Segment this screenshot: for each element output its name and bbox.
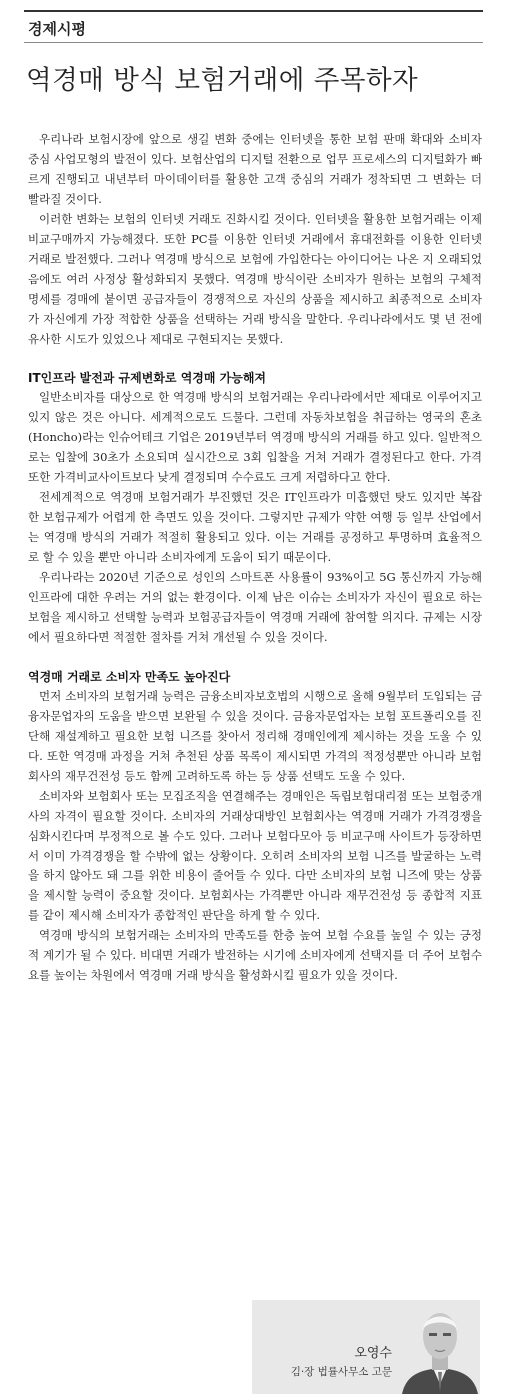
paragraph: 일반소비자를 대상으로 한 역경매 방식의 보험거래는 우리나라에서만 제대로 이루어지고 있지 않은 것은 아니다. 세계적으로도 드물다. 그런데 자동차보험을 취급하는 영국의 혼초(Honcho)라는 인슈어테크 기업은 2019년부터 역경매 방식의 거래를 하고 있다. 일반적으로는 입찰에 30초가 소요되며 실시간으로 3회 입찰을 거쳐 거래가 결정된다고 한다. 가격 또한 가격비교사이트보다 낮게 결정되며 수수료도 크게 저렴하다고 한다. <box>28 390 482 485</box>
paragraph: 소비자와 보험회사 또는 모집조직을 연결해주는 경매인은 독립보험대리점 또는 보험중개사의 자격이 필요할 것이다. 소비자의 거래상대방인 보험회사는 역경매 거래가 가격경쟁을 심화시킨다며 부정적으로 볼 수도 있다. 그러나 보험다모아 등 비교구매 사이트가 등장하면서 이미 가격경쟁을 할 수밖에 없는 상황이다. 오히려 소비자의 보험 니즈를 발굴하는 노력을 하지 않아도 돼 그를 위한 비용이 줄어들 수 있다. 다만 소비자의 보험 니즈에 맞는 상품을 제시할 능력이 중요할 것이다. 보험회사는 가격뿐만 아니라 재무건전성 등 종합적 지표를 같이 제시해 소비자가 종합적인 판단을 하게 할 수 있다. <box>28 788 482 923</box>
paragraph: 이러한 변화는 보험의 인터넷 거래도 진화시킬 것이다. 인터넷을 활용한 보험거래는 이제 비교구매까지 가능해졌다. 또한 PC를 이용한 인터넷 거래에서 휴대전화를 이용한 인터넷 거래로 발전했다. 그러나 역경매 방식으로 보험에 가입한다는 아이디어는 나온 지 오래되었음에도 여러 사정상 활성화되지 못했다. 역경매 방식이란 소비자가 원하는 보험의 구체적 명세를 경매에 붙이면 공급자들이 경쟁적으로 자신의 상품을 제시하고 최종적으로 소비자가 자신에게 가장 적합한 상품을 선택하는 거래 방식을 말한다. 우리나라에서도 몇 년 전에 유사한 시도가 있었으나 제대로 구현되지는 못했다. <box>28 211 482 346</box>
article-body <box>28 130 482 986</box>
subheading: IT인프라 발전과 규제변화로 역경매 가능해져 <box>28 371 267 386</box>
paragraph: 전세계적으로 역경매 보험거래가 부진했던 것은 IT인프라가 미흡했던 탓도 있지만 복잡한 보험규제가 어렵게 한 측면도 있을 것이다. 그렇지만 규제가 약한 여행 등 일부 산업에서는 역경매 방식의 거래가 적절히 활용되고 있다. 이는 거래를 공정하고 투명하며 효율적으로 할 수 있을 뿐만 아니라 소비자에게 도움이 되기 때문이다. <box>28 490 482 565</box>
paragraph: 역경매 방식의 보험거래는 소비자의 만족도를 한층 높여 보험 수요를 높일 수 있는 긍정적 계기가 될 수 있다. 비대면 거래가 발전하는 시기에 소비자에게 선택지를 더 주어 보험수요를 높이는 차원에서 역경매 거래 방식을 활성화시킬 필요가 있을 것이다. <box>28 928 482 983</box>
author-photo <box>400 1300 480 1394</box>
section-label: 경제시평 <box>28 20 86 38</box>
author-name: 오영수 <box>354 1346 392 1361</box>
subheading: 역경매 거래로 소비자 만족도 높아진다 <box>28 669 231 684</box>
author-title: 김·장 법률사무소 고문 <box>290 1366 392 1378</box>
paragraph: 우리나라는 2020년 기준으로 성인의 스마트폰 사용률이 93%이고 5G 통신까지 가능해 인프라에 대한 우려는 거의 없는 환경이다. 이제 남은 이슈는 소비자가 자신이 필요로 하는 보험을 제시하고 선택할 능력과 보험공급자들이 역경매 거래에 참여할 의지다. 규제는 시장에서 필요하다면 적절한 절차를 거쳐 개선될 수 있을 것이다. <box>28 570 482 644</box>
section-rule <box>24 42 483 43</box>
paragraph: 먼저 소비자의 보험거래 능력은 금융소비자보호법의 시행으로 올해 9월부터 도입되는 금융자문업자의 도움을 받으면 보완될 수 있을 것이다. 금융자문업자는 보험 포트폴리오를 진단해 재설계하고 필요한 보험 니즈를 찾아서 정리해 경매인에게 제시하는 것을 도울 수 있다. 또한 역경매 과정을 거쳐 추천된 상품 목록이 제시되면 가격의 적정성뿐만 아니라 보험회사의 재무건전성 등도 함께 고려하도록 하는 등 상품 선택도 도울 수 있다. <box>28 688 482 783</box>
page-title: 역경매 방식 보험거래에 주목하자 <box>26 65 419 96</box>
paragraph: 우리나라 보험시장에 앞으로 생길 변화 중에는 인터넷을 통한 보험 판매 확대와 소비자 중심 사업모형의 발전이 있다. 보험산업의 디지털 전환으로 업무 프로세스의 디지털화가 빠르게 진행되고 내년부터 마이데이터를 활용한 고객 중심의 거래가 정착되면 그 변화는 더 빨라질 것이다. <box>28 132 482 206</box>
top-rule <box>24 10 483 12</box>
